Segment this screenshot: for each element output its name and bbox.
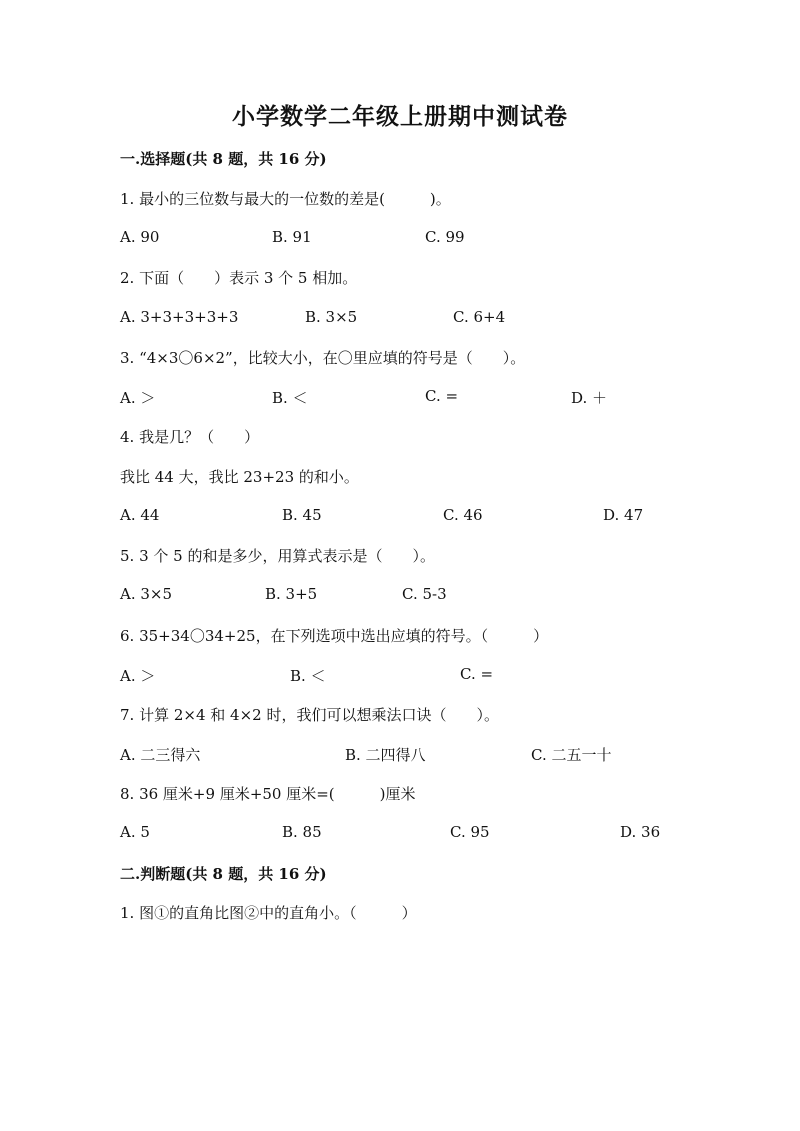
question-5: 5. 3 个 5 的和是多少，用算式表示是（ ）。 [120, 547, 435, 565]
question-1: 1. 最小的三位数与最大的一位数的差是( )。 [120, 190, 451, 208]
question-5-option-a: A. 3×5 [120, 585, 173, 603]
question-8-option-c: C. 95 [450, 823, 490, 841]
question-4-subtext: 我比 44 大，我比 23+23 的和小。 [120, 468, 359, 486]
question-2: 2. 下面（ ）表示 3 个 5 相加。 [120, 269, 358, 287]
question-6: 6. 35+34〇34+25，在下列选项中选出应填的符号。（ ） [120, 627, 549, 645]
question-1-option-b: B. 91 [272, 228, 312, 246]
question-8: 8. 36 厘米+9 厘米+50 厘米=( )厘米 [120, 785, 416, 803]
question-2-option-a: A. 3+3+3+3+3 [120, 308, 239, 326]
question-1-option-c: C. 99 [425, 228, 465, 246]
question-8-option-b: B. 85 [282, 823, 322, 841]
question-4-option-a: A. 44 [120, 506, 160, 524]
question-2-option-c: C. 6+4 [453, 308, 506, 326]
question-7-option-a: A. 二三得六 [120, 746, 201, 764]
question-4: 4. 我是几？（ ） [120, 428, 260, 446]
question-8-option-d: D. 36 [620, 823, 661, 841]
question-6-option-c: C. = [460, 665, 494, 683]
question-3: 3. “4×3〇6×2”，比较大小，在〇里应填的符号是（ ）。 [120, 349, 526, 367]
question-7-option-b: B. 二四得八 [345, 746, 426, 764]
question-3-option-b: B. ＜ [272, 389, 308, 407]
question-7: 7. 计算 2×4 和 4×2 时，我们可以想乘法口诀（ ）。 [120, 706, 499, 724]
judge-question-1: 1. 图①的直角比图②中的直角小。（ ） [120, 904, 417, 922]
section-heading-judge: 二.判断题(共 8 题，共 16 分) [120, 865, 327, 883]
question-4-option-d: D. 47 [603, 506, 644, 524]
question-4-option-c: C. 46 [443, 506, 483, 524]
question-3-option-d: D. ＋ [571, 389, 608, 407]
question-5-option-b: B. 3+5 [265, 585, 318, 603]
question-6-option-a: A. ＞ [120, 667, 156, 685]
section-heading-choice: 一.选择题(共 8 题，共 16 分) [120, 150, 327, 168]
question-8-option-a: A. 5 [120, 823, 150, 841]
question-7-option-c: C. 二五一十 [531, 746, 612, 764]
page-title: 小学数学二年级上册期中测试卷 [232, 103, 568, 130]
question-2-option-b: B. 3×5 [305, 308, 358, 326]
question-5-option-c: C. 5-3 [402, 585, 447, 603]
question-6-option-b: B. ＜ [290, 667, 326, 685]
question-3-option-a: A. ＞ [120, 389, 156, 407]
question-3-option-c: C. = [425, 387, 459, 405]
question-4-option-b: B. 45 [282, 506, 322, 524]
question-1-option-a: A. 90 [120, 228, 160, 246]
